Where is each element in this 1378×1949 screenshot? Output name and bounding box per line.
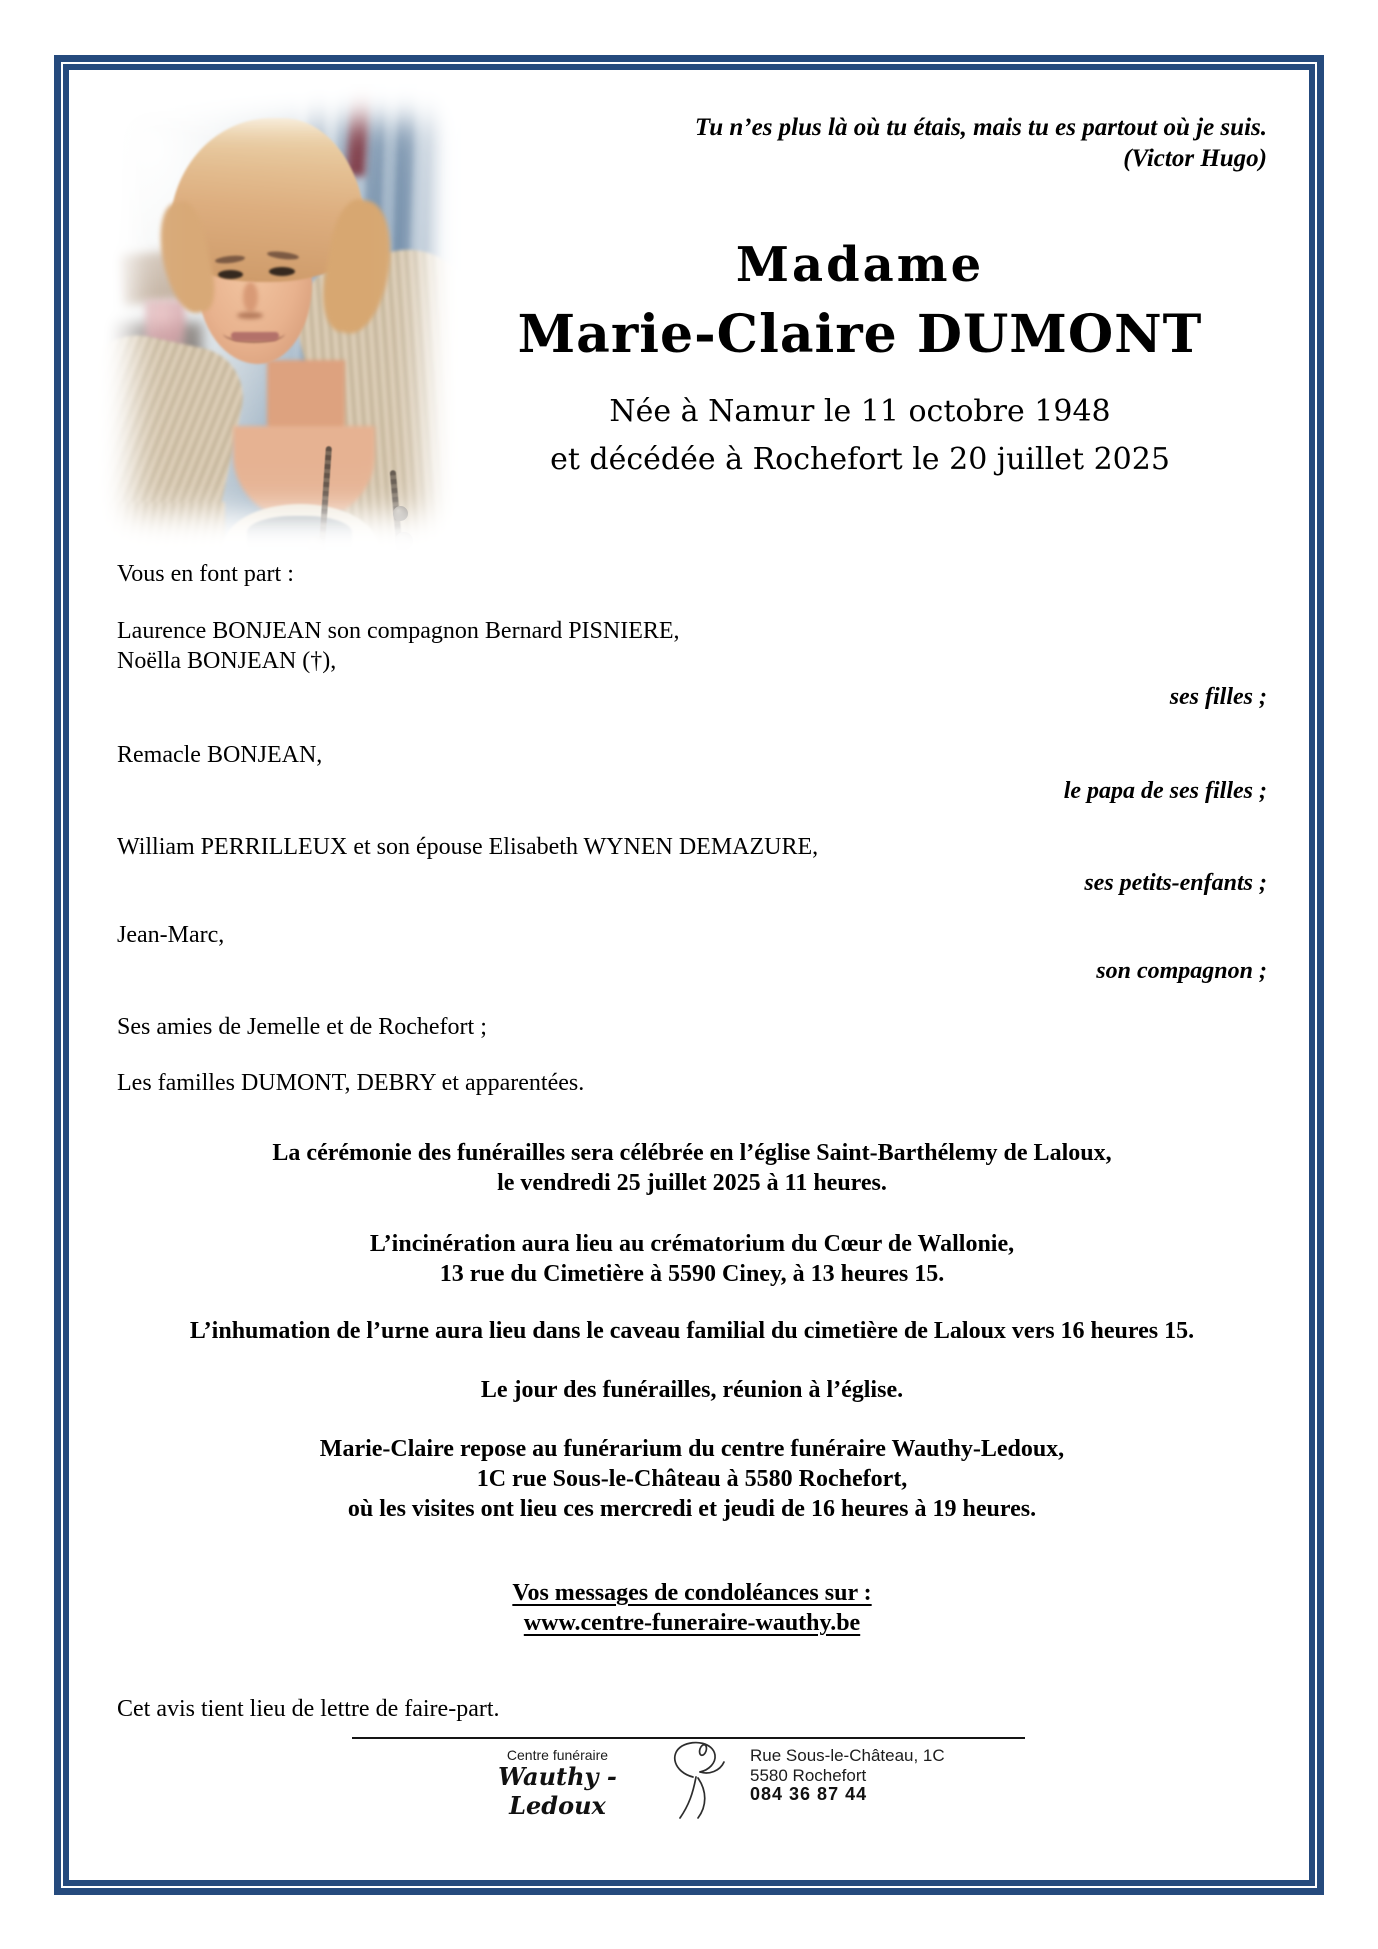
burial-line: L’inhumation de l’urne aura lieu dans le caveau familial du cimetière de Laloux vers 16 heures 15. bbox=[189, 1318, 1195, 1344]
portrait-photo bbox=[95, 84, 461, 550]
title-madame: Madame bbox=[735, 237, 985, 293]
ceremony-line: La cérémonie des funérailles sera célébrée en l’église Saint-Barthélemy de Laloux, bbox=[272, 1140, 1112, 1166]
condolences-label: Vos messages de condoléances sur : bbox=[512, 1580, 872, 1606]
condolences-block bbox=[117, 1578, 1267, 1638]
relation-label: ses filles ; bbox=[1169, 684, 1267, 710]
family-line: Jean-Marc, bbox=[117, 922, 225, 948]
intro-line: Vous en font part : bbox=[117, 561, 294, 587]
relation-label: ses petits-enfants ; bbox=[1084, 870, 1267, 896]
family-line: Remacle BONJEAN, bbox=[117, 742, 323, 768]
deceased-name: Marie-Claire DUMONT bbox=[517, 304, 1203, 365]
ceremony-line: 13 rue du Cimetière à 5590 Ciney, à 13 heures 15. bbox=[439, 1261, 945, 1287]
condolences-url[interactable]: www.centre-funeraire-wauthy.be bbox=[523, 1610, 861, 1636]
notice-line: Cet avis tient lieu de lettre de faire-part. bbox=[117, 1696, 500, 1722]
calla-lily-icon bbox=[662, 1736, 734, 1820]
funeral-home-type: Centre funéraire bbox=[506, 1747, 609, 1763]
quote-text: Tu n’es plus là où tu étais, mais tu es partout où je suis. bbox=[694, 114, 1267, 141]
family-line: William PERRILLEUX et son épouse Elisabeth WYNEN DEMAZURE, bbox=[117, 834, 819, 860]
relation-label: le papa de ses filles ; bbox=[1063, 778, 1267, 804]
funerarium-paragraph bbox=[117, 1434, 1267, 1524]
relation-label: son compagnon ; bbox=[1096, 958, 1267, 984]
family-line: Laurence BONJEAN son compagnon Bernard PISNIERE, bbox=[117, 618, 680, 644]
photo-feathered-edge bbox=[95, 84, 461, 550]
ceremony-line: 1C rue Sous-le-Château à 5580 Rochefort, bbox=[476, 1466, 908, 1492]
footer-address-line2: 5580 Rochefort bbox=[750, 1766, 867, 1785]
ceremony-line: L’incinération aura lieu au crématorium du Cœur de Wallonie, bbox=[369, 1231, 1015, 1257]
family-entry bbox=[117, 616, 680, 676]
ceremony-paragraph bbox=[117, 1138, 1267, 1198]
memorial-quote bbox=[695, 112, 1267, 174]
footer-address-line1: Rue Sous-le-Château, 1C bbox=[750, 1746, 945, 1765]
funeral-home-name: Wauthy - Ledoux bbox=[498, 1762, 617, 1820]
ceremony-line: le vendredi 25 juillet 2025 à 11 heures. bbox=[497, 1170, 887, 1196]
cremation-paragraph bbox=[117, 1229, 1267, 1289]
family-line: Ses amies de Jemelle et de Rochefort ; bbox=[117, 1014, 487, 1040]
gathering-line: Le jour des funérailles, réunion à l’église. bbox=[480, 1377, 904, 1403]
ceremony-line: Marie-Claire repose au funérarium du centre funéraire Wauthy-Ledoux, bbox=[319, 1436, 1065, 1462]
quote-attribution: (Victor Hugo) bbox=[1123, 145, 1267, 172]
footer-phone: 084 36 87 44 bbox=[750, 1784, 868, 1804]
family-line: Les familles DUMONT, DEBRY et apparentées. bbox=[117, 1070, 585, 1096]
birth-line: Née à Namur le 11 octobre 1948 bbox=[609, 394, 1111, 429]
family-line: Noëlla BONJEAN (†), bbox=[117, 648, 337, 674]
ceremony-line: où les visites ont lieu ces mercredi et jeudi de 16 heures à 19 heures. bbox=[347, 1496, 1037, 1522]
death-line: et décédée à Rochefort le 20 juillet 2025 bbox=[550, 442, 1170, 477]
